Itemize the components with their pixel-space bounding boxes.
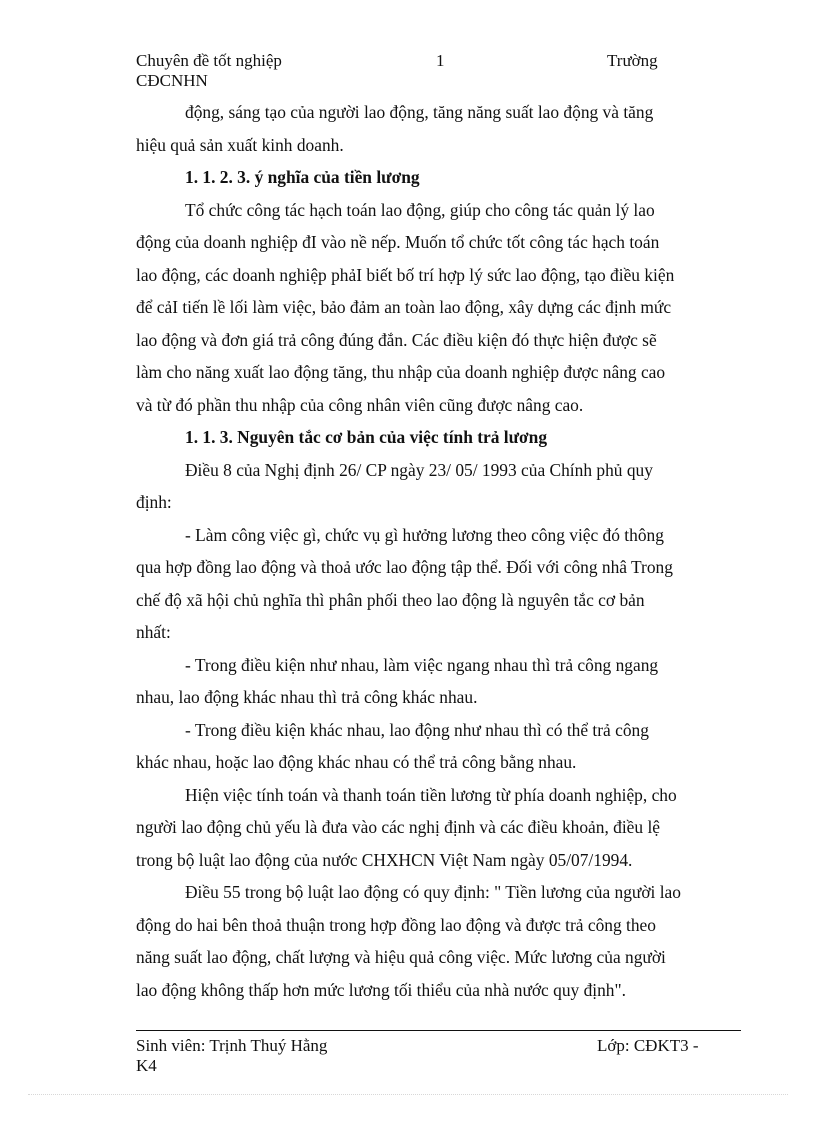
footer-divider [136,1030,741,1031]
paragraph-3: Điều 8 của Nghị định 26/ CP ngày 23/ 05/ 1993 của Chính phủ quy định: [136,459,653,512]
page-bottom-border [28,1094,788,1095]
header-left-line2: CĐCNHN [136,71,208,90]
page-number: 1 [436,51,445,70]
paragraph-8: Điều 55 trong bộ luật lao động có quy định: " Tiền lương của người lao động do hai bên thoả thuận trong hợp đồng lao động và được trả công theo năng suất lao động, chất lượng và hiệu quả công việc. Mức lương của người lao động không thấp hơn mức lương tối thiểu của nhà nước quy định". [136,882,681,1000]
footer-class-line2: K4 [136,1056,157,1075]
paragraph-5: - Trong điều kiện như nhau, làm việc ngang nhau thì trả công ngang nhau, lao động khác nhau thì trả công khác nhau. [136,654,659,707]
footer-class: Lớp: CĐKT3 - [597,1036,699,1055]
document-body [136,96,738,1006]
paragraph-7: Hiện việc tính toán và thanh toán tiền lương từ phía doanh nghiệp, cho người lao động chủ yếu là đưa vào các nghị định và các điều khoản, điều lệ trong bộ luật lao động của nước CHXHCN Việt Nam ngày 05/07/1994. [136,784,677,870]
paragraph-6: - Trong điều kiện khác nhau, lao động như nhau thì có thể trả công khác nhau, hoặc lao động khác nhau có thể trả công bằng nhau. [136,719,649,772]
section-heading-1-1-2-3: 1. 1. 2. 3. ý nghĩa của tiền lương [185,167,420,187]
footer-student: Sinh viên: Trịnh Thuý Hằng [136,1036,328,1055]
paragraph-4: - Làm công việc gì, chức vụ gì hưởng lương theo công việc đó thông qua hợp đồng lao động và thoả ước lao động tập thể. Đối với công nhâ Trong chế độ xã hội chủ nghĩa thì phân phối theo lao động là nguyên tắc cơ bản nhất: [136,524,673,642]
section-heading-1-1-3: 1. 1. 3. Nguyên tắc cơ bản của việc tính trả lương [185,427,548,447]
header-right: Trường [607,51,658,70]
header-left: Chuyên đề tốt nghiệp [136,51,282,70]
paragraph-1: động, sáng tạo của người lao động, tăng năng suất lao động và tăng hiệu quả sản xuất kinh doanh. [136,102,654,155]
paragraph-2: Tổ chức công tác hạch toán lao động, giúp cho công tác quản lý lao động của doanh nghiệp đI vào nề nếp. Muốn tổ chức tốt công tác hạch toán lao động, các doanh nghiệp phảI biết bố trí hợp lý sức lao động, tạo điều kiện để cảI tiến lề lối làm việc, bảo đảm an toàn lao động, xây dựng các định mức lao động và đơn giá trả công đúng đắn. Các điều kiện đó thực hiện được sẽ làm cho năng xuất lao động tăng, thu nhập của doanh nghiệp được nâng cao và từ đó phần thu nhập của công nhân viên cũng được nâng cao. [136,199,675,415]
